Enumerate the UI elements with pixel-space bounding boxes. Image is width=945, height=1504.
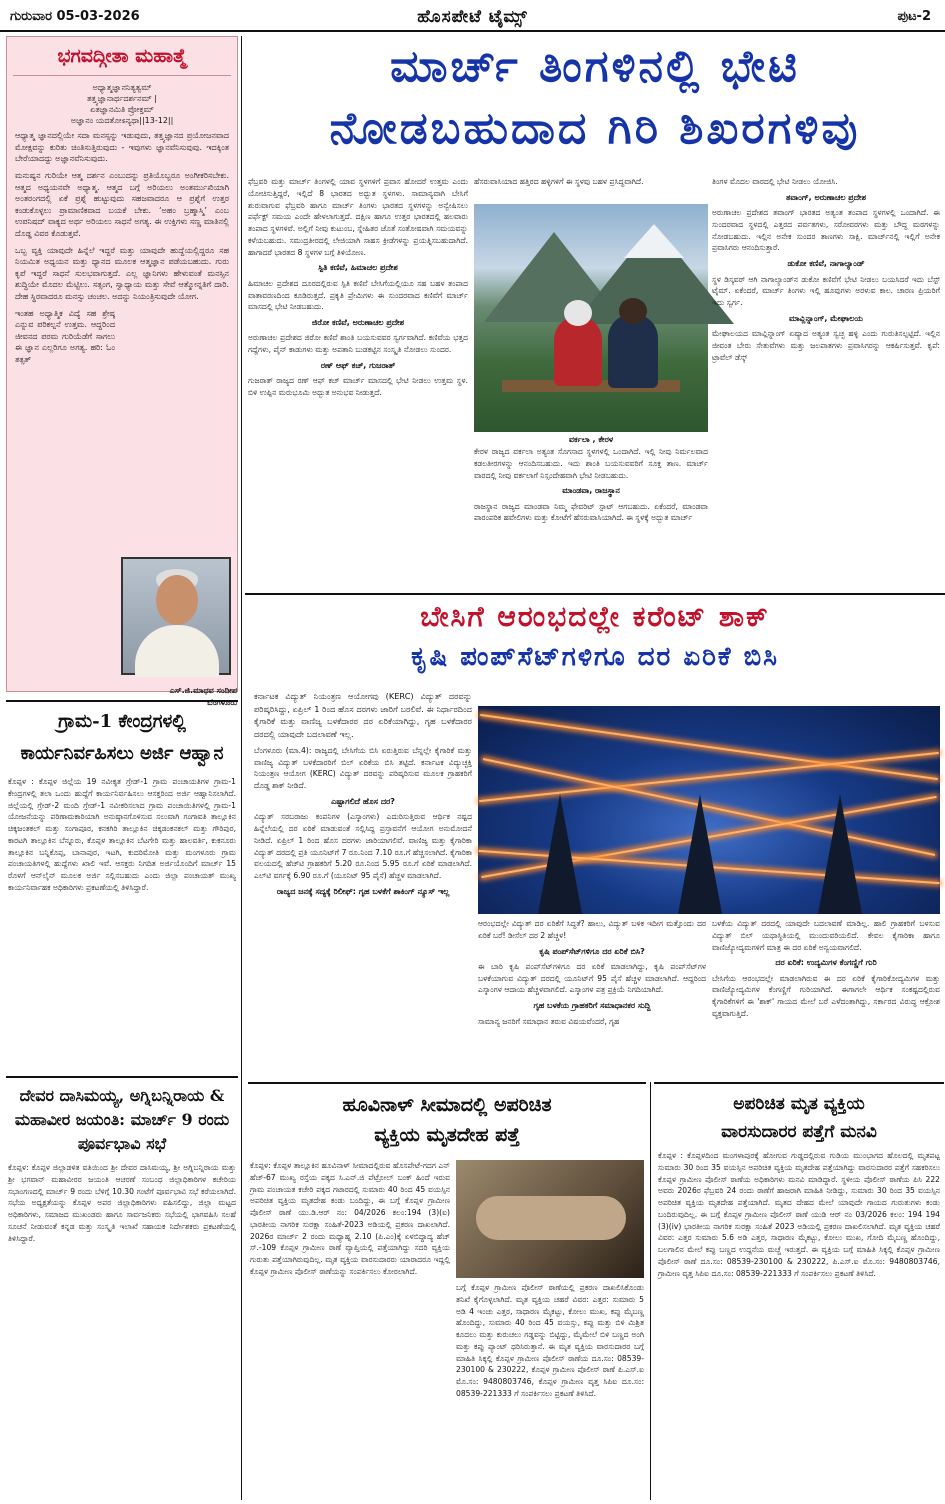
hill-title-line: ಮಾರ್ಚ್ ತಿಂಗಳಿನಲ್ಲಿ ಭೇಟಿ [390,41,800,92]
column-divider [241,36,242,1500]
power-paragraph: ಬಳಕೆಯ ವಿದ್ಯುತ್ ದರದಲ್ಲಿ ಯಾವುದೇ ಬದಲಾವಣೆ ಮಾಡಿಲ್ಲ. ಹಾಲಿ ಗ್ರಾಹಕರಿಗೆ ಬಳಸುವ ವಿದ್ಯುತ್ ಬಿಲ್ ಯಥಾಸ್ಥಿತಿಯಲ್ಲಿ ಮುಂದುವರಿಯಲಿದೆ. ಕೇವಲ ಕೈಗಾರಿಕಾ ಹಾಗೂ ವಾಣಿಜ್ಯೋದ್ಯಮಗಳಿಗೆ ಮಾತ್ರ ಈ ದರ ಏರಿಕೆ ಅನ್ವಯವಾಗಲಿದೆ. [712,919,940,952]
power-paragraph: ಆರಂಭದಲ್ಲೇ ವಿದ್ಯುತ್ ದರ ಏರಿಕೆಗೆ ಸಿದ್ಧತೆ? ಹಾಲು, ವಿದ್ಯುತ್ ಬಳಿಕ ಇದೀಗ ಮತ್ತೊಂದು ದರ ಏರಿಕೆ ಬರೆ! ಡೀಸೆಲ್ ದರ 2 ಹೆಚ್ಚಳ! [478,919,706,940]
hill-subhead: ರಣ್ ಆಫ್ ಕಚ್, ಗುಜರಾತ್ [320,360,396,370]
power-paragraph: ಈ ಬಾರಿ ಕೃಷಿ ಪಂಪ್‌ಸೆಟ್‌ಗಳಿಗೂ ದರ ಏರಿಕೆ ಮಾಡಲಾಗಿದ್ದು, ಕೃಷಿ ಪಂಪ್‌ಸೆಟ್‌ಗಳ ಬಳಕೆಯಾಗುವ ವಿದ್ಯುತ್ ದರದಲ್ಲಿ ಯೂನಿಟ್‌ಗೆ 95 ಪೈಸೆ ಹೆಚ್ಚಳ ಮಾಡಲಾಗಿದೆ. ಆದ್ದರಿಂದ ಎಸ್ಕಾಂಗಳ ಆದಾಯ ಹೆಚ್ಚಳವಾಗಲಿದೆ. ಎಸ್ಕಾಂಗಳ ಪತ್ರ ಪ್ರಕ್ರಿಯೆ ನಿಗದಿಯಾಗಿದೆ. [478,961,706,995]
hill-paragraph: ರಾಜಸ್ಥಾನ ರಾಜ್ಯದ ಮಾಂಡವಾ ನಿಮ್ಮ ಫೇವರಿಟ್ ಸ್ಪಾಟ್ ಆಗಬಹುದು. ಏಕೆಂದರೆ, ಮಾಂಡವಾ ಪಾರಂಪರಿಕ ಹವೇಲಿಗಳು ಮತ್ತು ಕೋಟೆಗೆ ಹೆಸರುವಾಸಿಯಾಗಿದೆ. ಈ ಸ್ಥಳಕ್ಕೆ ಅದ್ಭುತ ಮಾರ್ಚ್ [474,501,708,523]
hill-paragraph: ತಿಂಗಳ ಮೊದಲ ವಾರದಲ್ಲಿ ಭೇಟಿ ನೀಡಲು ಯೋಜಿಸಿ. [712,177,838,186]
body-found-column-a: ಕೊಪ್ಪಳ: ಕೊಪ್ಪಳ ತಾಲ್ಲೂಕಿನ ಹೂವಿನಾಳ್ ಸೀಮಾದಲ್ಲಿರುವ ಹೊಸಪೇಟೆ-ಗದಗ ಎನ್ ಹೆಚ್-67 ಮುಖ್ಯ ರಸ್ತೆಯ ಪಕ್ಕದ ಸಿ.ಎನ್.ಜಿ ಪೆಟ್ರೋಲ್ ಬಂಕ್ ಹಿಂದೆ ಇರುವ ಗ್ರಾಮ ಪಂಚಾಯತ ಕಚೇರಿ ಪಕ್ಕದ ಗಟಾರದಲ್ಲಿ ಸುಮಾರು 40 ರಿಂದ 45 ವಯಸ್ಸಿನ ಅಪರಿಚಿತ ವ್ಯಕ್ತಿಯ ಮೃತದೇಹ ಕಂಡು ಬಂದಿದ್ದು, ಈ ಬಗ್ಗೆ ಕೊಪ್ಪಳ ಗ್ರಾಮೀಣ ಪೊಲೀಸ್ ಠಾಣೆ ಯು.ಡಿ.ಆರ್ ನಂ: 04/2026 ಕಲಂ:194 (3)(ಐ) ಭಾರತೀಯ ನಾಗರಿಕ ಸುರಕ್ಷಾ ಸಂಹಿತೆ-2023 ಅಡಿಯಲ್ಲಿ ಪ್ರಕರಣ ದಾಖಲಾಗಿದೆ. 2026ರ ಮಾರ್ಚ್ 2 ರಂದು ಮಧ್ಯಾಹ್ನ 2.10 (ಪಿ.ಎಂ)ಕ್ಕೆ ಏಳಬಿದ್ದಾದ್ಯ ಹೆಚ್ ಸ್.-109 ಕೊಪ್ಪಳ ಗ್ರಾಮೀಣ ಠಾಣೆ ವ್ಯಾಪ್ತಿಯಲ್ಲಿ ಪತ್ತೆಯಾಗಿದ್ದು ಸದರಿ ವ್ಯಕ್ತಿಯ ಗುರುತು ಪತ್ತೆಯಾಗಿರುವುದಿಲ್ಲ. ಮೃತ ವ್ಯಕ್ತಿಯ ವಾರಸುದಾರರು ಯಾರಾದರೂ ಇದ್ದಲ್ಲಿ ಕೊಪ್ಪಳ ಗ್ರಾಮೀಣ ಪೊಲೀಸ್ ಠಾಣೆಯನ್ನು ಸಂಪರ್ಕಿಸಲು ಕೋರಲಾಗಿದೆ. [250,1161,450,1276]
gita-title: ಭಗವದ್ಗೀತಾ ಮಹಾತ್ಮೆ [13,37,231,76]
hill-subhead: ತವಾಂಗ್, ಅರುಣಾಚಲ ಪ್ರದೇಶ [786,192,866,202]
gita-body [7,126,237,374]
page-number: ಪುಟ-2 [897,9,931,24]
power-paragraph: ಸಾಮಾನ್ಯ ಜನರಿಗೆ ಸಮಾಧಾನ ತರುವ ವಿಷಯವೆಂದರೆ, ಗೃಹ [478,1016,620,1026]
power-paragraph: ವಿದ್ಯುತ್ ಸರಬರಾಜು ಕಂಪನಿಗಳ (ಎಸ್ಕಾಂಗಳು) ಎದುರಿಸುತ್ತಿರುವ ಆರ್ಥಿಕ ನಷ್ಟದ ಹಿನ್ನೆಲೆಯಲ್ಲಿ ದರ ಏರಿಕೆ ಮಾಡುವಂತೆ ಸಲ್ಲಿಸಿದ್ದ ಪ್ರಸ್ತಾವನೆಗೆ ಆಯೋಗ ಅನುಮೋದನೆ ನೀಡಿದೆ. ಏಪ್ರಿಲ್ 1 ರಿಂದ ಹೊಸ ದರಗಳು ಜಾರಿಯಾಗಲಿವೆ. ವಾಣಿಜ್ಯ ಮತ್ತು ಕೈಗಾರಿಕಾ ವಿದ್ಯುತ್ ದರದಲ್ಲಿ ಪ್ರತಿ ಯೂನಿಟ್‌ಗೆ 7 ರೂ.ನಿಂದ 7.10 ರೂ.ಗೆ ಹೆಚ್ಚಿಸಲಾಗಿದೆ. ಕೈಗಾರಿಕಾ ವಲಯದಲ್ಲಿ ಹೆಚ್‌ಟಿ ಗ್ರಾಹಕರಿಗೆ 5.20 ರೂ.ನಿಂದ 5.95 ರೂ.ಗೆ ಏರಿಕೆ ಮಾಡಲಾಗಿದೆ. ಎಲ್‌ಟಿ ವರ್ಗಕ್ಕೆ 6.90 ರೂ.ಗೆ (ಯೂನಿಟ್ 95 ಪೈಸೆ) ಹೆಚ್ಚಳ ಮಾಡಲಾಗಿದೆ. [254,812,472,881]
power-subhead: ಎಷ್ಟಾಗಲಿದೆ ಹೊಸ ದರ? [331,796,395,806]
appeal-article [654,1082,944,1500]
shloka-line: ಅಜ್ಞಾನಂ ಯದತೋಽನ್ಯಥಾ||13-12|| [70,116,174,126]
grama-title: ಗ್ರಾಮ-1 ಕೇಂದ್ರಗಳಲ್ಲಿ ಕಾರ್ಯನಿರ್ವಹಿಸಲು ಅರ್ಜಿ ಆಹ್ವಾನ [20,711,224,764]
sabhe-body: ಕೊಪ್ಪಳ: ಕೊಪ್ಪಳ ಜಿಲ್ಲಾಡಳಿತ ವತಿಯಿಂದ ಶ್ರೀ ದೇವರ ದಾಸಿಮಯ್ಯ, ಶ್ರೀ ಅಗ್ನಿಬನ್ನಿರಾಯ ಮತ್ತು ಶ್ರೀ ಭಗವಾನ್ ಮಹಾವೀರರ ಜಯಂತಿ ಆಚರಣೆ ಸಂಬಂಧ ಜಿಲ್ಲಾಧಿಕಾರಿಗಳ ಕಚೇರಿಯ ಸಭಾಂಗಣದಲ್ಲಿ ಮಾರ್ಚ್ 9 ರಂದು ಬೆಳಿಗ್ಗೆ 10.30 ಗಂಟೆಗೆ ಪೂರ್ವಭಾವಿ ಸಭೆ ಕರೆಯಲಾಗಿದೆ. ಸಭೆಯ ಅಧ್ಯಕ್ಷತೆಯನ್ನು ಕೊಪ್ಪಳ ಅಪರ ಜಿಲ್ಲಾಧಿಕಾರಿಗಳು ವಹಿಸಲಿದ್ದು, ಜಿಲ್ಲಾ ಮಟ್ಟದ ಅಧಿಕಾರಿಗಳು, ಸಮಾಜದ ಮುಖಂಡರು ಹಾಗೂ ಸಾರ್ವಜನಿಕರು ಸಭೆಯಲ್ಲಿ ಭಾಗವಹಿಸಿ ಸಲಹೆ ಸೂಚನೆ ನೀಡುವಂತೆ ಕನ್ನಡ ಮತ್ತು ಸಂಸ್ಕೃತಿ ಇಲಾಖೆ ಸಹಾಯಕ ನಿರ್ದೇಶಕರು ಪ್ರಕಟಣೆಯಲ್ಲಿ ತಿಳಿಸಿದ್ದಾರೆ. [8,1163,236,1243]
hill-paragraph: ಗುಜರಾತ್ ರಾಜ್ಯದ ರಣ್ ಆಫ್ ಕಚ್ ಮಾರ್ಚ್ ಮಾಸದಲ್ಲಿ ಭೇಟಿ ನೀಡಲು ಉತ್ತಮ ಸ್ಥಳ. ಬಿಳಿ ಉಪ್ಪಿನ ಮರುಭೂಮಿ ಅದ್ಭುತ ಅನುಭವ ನೀಡುತ್ತದೆ. [248,376,468,398]
power-column-2 [478,918,706,1078]
appeal-title-line: ಅಪರಿಚಿತ ಮೃತ ವ್ಯಕ್ತಿಯ [733,1094,865,1114]
hill-headline [245,36,945,166]
power-title-line: ಕೃಷಿ ಪಂಪ್‌ಸೆಟ್‌ಗಳಿಗೂ ದರ ಏರಿಕೆ ಬಿಸಿ [411,642,779,672]
power-title-line: ಬೇಸಿಗೆ ಆರಂಭದಲ್ಲೇ ಕರೆಂಟ್ ಶಾಕ್ [420,600,770,633]
hill-subhead: ಸ್ಪಿತಿ ಕಣಿವೆ, ಹಿಮಾಚಲ ಪ್ರದೇಶ [318,263,398,273]
hill-paragraph: ಕೇರಳ ರಾಜ್ಯದ ವರ್ಕಲಾ ಅತ್ಯಂತ ಸೊಗಸಾದ ಸ್ಥಳಗಳಲ್ಲಿ ಒಂದಾಗಿದೆ. ಇಲ್ಲಿ ನೀವು ನಿರ್ಮಲವಾದ ಕಡಲತೀರಗಳನ್ನು ಆನಂದಿಸಬಹುದು. ಇದು ಶಾಂತಿ ಬಯಸುವವರಿಗೆ ಸೂಕ್ತ ತಾಣ. ಮಾರ್ಚ್ ವಾರದಲ್ಲಿ ನೀವು ವರ್ಕಲಾಗೆ ನಿಸ್ಸಂದೇಹವಾಗಿ ಭೇಟಿ ನೀಡಬಹುದು. [474,447,708,480]
sabhe-title: ದೇವರ ದಾಸಿಮಯ್ಯ, ಅಗ್ನಿಬನ್ನಿರಾಯ & ಮಹಾವೀರ ಜಯಂತಿ: ಮಾರ್ಚ್ 9 ರಂದು ಪೂರ್ವಭಾವಿ ಸಭೆ [14,1086,230,1153]
photo-caption: ವರ್ಕಲಾ , ಕೇರಳ [568,435,614,444]
author-photo [121,557,231,675]
gita-paragraph: ಆಧ್ಯಾತ್ಮ ಜ್ಞಾನದಲ್ಲಿಯೇ ಸದಾ ಮನಸ್ಸನ್ನು ಇಡುವುದು, ತತ್ತ್ವಜ್ಞಾನದ ಪ್ರಯೋಜನವಾದ ಮೋಕ್ಷವನ್ನು ಕುರಿತು ಚಿಂತಿಸುತ್ತಿರುವುದು - ಇವುಗಳು ಜ್ಞಾನವೆನಿಸುವುವು. ಇದಕ್ಕಿಂತ ಬೇರೆಯಾದದ್ದು ಅಜ್ಞಾನವೆನಿಸುವುದು. [15,131,229,164]
hill-title-line: ನೋಡಬಹುದಾದ ಗಿರಿ ಶಿಖರಗಳಿವು [329,103,861,154]
mountain-photo [474,204,708,432]
appeal-body: ಕೊಪ್ಪಳ : ಕೊಪ್ಪಳದಿಂದ ಮಂಗಳಾಪುರಕ್ಕೆ ಹೋಗುವ ಗುಡ್ಡದಲ್ಲಿರುವ ಗುಡಿಯ ಮುಂಭಾಗದ ಹೊಲದಲ್ಲಿ ಮೃತಪಟ್ಟ ಸುಮಾರು 30 ರಿಂದ 35 ವಯಸ್ಸಿನ ಅಪರಿಚಿತ ವ್ಯಕ್ತಿಯ ಮೃತದೇಹ ಪತ್ತೆಯಾಗಿದ್ದು ವಾರಸುದಾರರ ಪತ್ತೆಗೆ ಸಹಕರಿಸಲು ಕೊಪ್ಪಳ ಗ್ರಾಮೀಣ ಪೊಲೀಸ್ ಠಾಣೆಯ ಅಧಿಕಾರಿಗಳು ಮನವಿ ಮಾಡಿದ್ದಾರೆ. ಸ್ಥಳೀಯ ಪೊಲೀಸ್ ಠಾಣೆಯ ಪಿಸಿ 222 ಅವರು 2026ರ ಫೆಬ್ರವರಿ 24 ರಂದು ಠಾಣೆಗೆ ಹಾಜರಾಗಿ ಮಾಹಿತಿ ನೀಡಿದ್ದು, ಸುಮಾರು 30 ರಿಂದ 35 ವಯಸ್ಸಿನ ಅಪರಿಚಿತ ವ್ಯಕ್ತಿಯ ಮೃತದೇಹ ಪತ್ತೆಯಾಗಿದೆ. ಮೃತದ ದೇಹದ ಮೇಲೆ ಯಾವುದೇ ಗಾಯದ ಗುರುತುಗಳು ಕಂಡು ಬಂದಿರುವುದಿಲ್ಲ. ಈ ಬಗ್ಗೆ ಕೊಪ್ಪಳ ಗ್ರಾಮೀಣ ಪೊಲೀಸ್ ಠಾಣೆ ಯುಡಿ ಆರ್ ನಂ 03/2026 ಕಲಂ: 194 194 (3)(iv) ಭಾರತೀಯ ನಾಗರಿಕ ಸುರಕ್ಷಾ ಸಂಹಿತೆ 2023 ಅಡಿಯಲ್ಲಿ ಪ್ರಕರಣ ದಾಖಲಿಸಲಾಗಿದೆ. ಮೃತ ವ್ಯಕ್ತಿಯ ಚಹರೆ ವಿವರ: ಎತ್ತರ ಸುಮಾರು 5.6 ಅಡಿ ಎತ್ತರ, ಸಾಧಾರಣ ಮೈಕಟ್ಟು, ಕೋಲು ಮುಖ, ಗೋದಿ ಮೈಬಣ್ಣ ಹೊಂದಿದ್ದು, ಬಲಗಾಲಿನ ಮೇಲೆ ಕಪ್ಪು ಬಣ್ಣದ ಉದ್ದನೆಯ ಮಚ್ಚೆ ಇರುತ್ತದೆ. ಈ ವ್ಯಕ್ತಿಯ ಬಗ್ಗೆ ಮಾಹಿತಿ ಸಿಕ್ಕಲ್ಲಿ ಕೊಪ್ಪಳ ಗ್ರಾಮೀಣ ಪೊಲೀಸ್ ಠಾಣೆ ದೂ.ಸಂ: 08539-230100 & 230222, ಪಿ.ಎಸ್.ಐ ಮೊ.ಸಂ: 9480803746, ಗ್ರಾಮೀಣ ವೃತ್ತ ಸಿಪಿಐ ದೂ.ಸಂ: 08539-221333 ಗೆ ಸಂಪರ್ಕಿಸಲು ಪ್ರಕಟಣೆ ತಿಳಿಸಿದೆ. [658,1151,940,1278]
author-name: ಎಸ್.ಜಿ.ಮಾಧವ ಸಂದೀಪ [169,686,237,695]
column-divider [650,1082,651,1500]
issue-date: ಗುರುವಾರ 05-03-2026 [10,9,140,24]
grama-body: ಕೊಪ್ಪಳ : ಕೊಪ್ಪಳ ಜಿಲ್ಲೆಯ 19 ನವೀಕೃತ ಗ್ರೇಡ್-1 ಗ್ರಾಮ ಪಂಚಾಯತಿಗಳ ಗ್ರಾಮ-1 ಕೇಂದ್ರಗಳಲ್ಲಿ ತಲಾ ಒಂದು ಹುದ್ದೆಗೆ ಕಾರ್ಯನಿರ್ವಹಿಸಲು ಆಸಕ್ತರಿಂದ ಅರ್ಜಿ ಆಹ್ವಾನಿಸಲಾಗಿದೆ. ಜಿಲ್ಲೆಯಲ್ಲಿ ಗ್ರೇಡ್-2 ಮಂದಿ ಗ್ರೇಡ್-1 ನವೀಕರಿಸಲಾದ ಗ್ರಾಮ ಪಂಚಾಯಿತಿಗಳಲ್ಲಿ ಗ್ರಾಮ-1 ಯೋಜನೆಯನ್ನು ಪರಿಣಾಮಕಾರಿಯಾಗಿ ಅನುಷ್ಠಾನಗೊಳಿಸುವ ಸಲುವಾಗಿ ಗಂಗಾವತಿ ತಾಲ್ಲೂಕಿನ ಚಿಕ್ಕಜಂತಕಲ್ ಮತ್ತು ಸಂಗಾಪೂರ, ಕನಕಗಿರಿ ತಾಲ್ಲೂಕಿನ ಚಿಕ್ಕಡಂಕನಕಲ್ ಮತ್ತು ಗೌರಿಪುರ, ಕಾರಟಗಿ ತಾಲ್ಲೂಕಿನ ಬೆನ್ನೂರು, ಕೊಪ್ಪಳ ತಾಲ್ಲೂಕಿನ ಬೆಟಗೇರಿ ಮತ್ತು ಹಾಲವರ್ತಿ, ಕುಕನೂರು ತಾಲ್ಲೂಕಿನ ಬನ್ನಿಕೊಪ್ಪ, ಬಾನಾಪುರ, ಇಟಗಿ, ಕುದರಿಮೋತಿ ಮತ್ತು ಮಂಗಳೂರು ಗ್ರಾಮ ಪಂಚಾಯತಿಗಳಲ್ಲಿ ಹುದ್ದೆಗಳು ಖಾಲಿ ಇವೆ. ಆಸಕ್ತರು ನಿಗದಿತ ಅರ್ಜಿಯೊಂದಿಗೆ ಮಾರ್ಚ್ 15 ರೊಳಗೆ ಆನ್‌ಲೈನ್ ಮೂಲಕ ಅರ್ಜಿ ಸಲ್ಲಿಸಬಹುದು ಎಂದು ಜಿಲ್ಲಾ ಪಂಚಾಯತ್ ಮುಖ್ಯ ಕಾರ್ಯನಿರ್ವಾಹಕ ಅಧಿಕಾರಿಗಳು ಪ್ರಕಟಣೆಯಲ್ಲಿ ತಿಳಿಸಿದ್ದಾರೆ. [8,777,236,892]
power-paragraph: ಬೇಸಿಗೆಯ ಆರಂಭದಲ್ಲೇ ಮಾಡಲಾಗಿರುವ ಈ ದರ ಏರಿಕೆ ಕೈಗಾರಿಕೋದ್ಯಮಿಗಳ ಮತ್ತು ವಾಣಿಜ್ಯೋದ್ಯಮಿಗಳ ಕೆಂಗಣ್ಣಿಗೆ ಗುರಿಯಾಗಿದೆ. ಈಗಾಗಲೇ ಆರ್ಥಿಕ ಸಂಕಷ್ಟದಲ್ಲಿರುವ ಕೈಗಾರಿಕೆಗಳಿಗೆ ಈ 'ಶಾಕ್' ಗಾಯದ ಮೇಲೆ ಬರೆ ಎಳೆದಂತಾಗಿದ್ದು, ಸರ್ಕಾರದ ವಿರುದ್ಧ ಆಕ್ರೋಶ ವ್ಯಕ್ತವಾಗುತ್ತಿದೆ. [712,973,940,1018]
hill-subhead: ಡುಕೋ ಕಣಿವೆ, ನಾಗಾಲ್ಯಾಂಡ್ [787,259,865,269]
power-paragraph: ಬೆಂಗಳೂರು (ಮಾ.4): ರಾಜ್ಯದಲ್ಲಿ ಬೇಸಿಗೆಯ ಬಿಸಿ ಏರುತ್ತಿರುವ ಬೆನ್ನಲ್ಲೇ ಕೈಗಾರಿಕೆ ಮತ್ತು ವಾಣಿಜ್ಯ ವಿದ್ಯುತ್ ಬಳಕೆದಾರರಿಗೆ ಬಿಲ್ ಏರಿಕೆಯ ಬಿಸಿ ತಟ್ಟಿದೆ. ಕರ್ನಾಟಕ ವಿದ್ಯುಚ್ಛಕ್ತಿ ನಿಯಂತ್ರಣ ಆಯೋಗ (KERC) ವಿದ್ಯುತ್ ದರವನ್ನು ಪರಿಷ್ಕರಿಸುವ ಮೂಲಕ ಗ್ರಾಹಕರಿಗೆ ದೊಡ್ಡ ಶಾಕ್ ನೀಡಿದೆ. [254,745,472,791]
hill-paragraph: ಫೆಬ್ರವರಿ ಮತ್ತು ಮಾರ್ಚ್ ತಿಂಗಳಲ್ಲಿ ಯಾವ ಸ್ಥಳಗಳಿಗೆ ಪ್ರವಾಸ ಹೋದರೆ ಉತ್ತಮ ಎಂದು ಯೋಚಿಸುತ್ತಿದ್ದರೆ, ಇಲ್ಲಿದೆ 8 ಭಾರತದ ಅಧ್ಭುತ ಸ್ಥಳಗಳು. ಸಾಮಾನ್ಯವಾಗಿ ಬೇಸಿಗೆ ಶುರುವಾಗುವ ಫೆಬ್ರವರಿ ಹಾಗೂ ಮಾರ್ಚ್ ತಿಂಗಳು ಭಾರತದ ಸ್ಥಳಗಳನ್ನು ಅನ್ವೇಷಿಸಲು ಪರ್ಫೆಕ್ಟ್ ಸಮಯ ಎಂದೇ ಹೇಳಲಾಗುತ್ತದೆ. ದಕ್ಷಿಣ ಹಾಗೂ ಉತ್ತರ ಭಾರತದಲ್ಲಿ ಹಲವಾರು ತಂಪಾದ ಸ್ಥಳಗಳಿವೆ. ಅಲ್ಲಿಗೆ ನೀವು ಕುಟುಂಬ, ಸ್ನೇಹಿತರ ಜೊತೆ ಸಂತೋಷವಾಗಿ ಸಮಯವನ್ನು ಕಳೆಯಬಹುದು. ಸಮುದ್ರತೀರದಲ್ಲಿ ಲೇಜಿಯಾಗಿ ಸಾಹಸ ಕ್ರೀಡೆಗಳನ್ನು ಪ್ರಯತ್ನಿಸಬಹುದಾಗಿದೆ. ಹಾಗಾದರೆ ಭಾರತದ 8 ಸ್ಥಳಗಳ ಬಗ್ಗೆ ತಿಳಿಯೋಣ. [248,177,468,257]
shloka-line: ತತ್ತ್ವಜ್ಞಾನಾರ್ಥದರ್ಶನಮ್ | [87,93,157,103]
body-found-title-line: ಹೂವಿನಾಳ್ ಸೀಮಾದಲ್ಲಿ ಅಪರಿಚಿತ [342,1094,552,1116]
gita-shloka [7,82,237,127]
hill-paragraph: ಹಿಮಾಚಲ ಪ್ರದೇಶದ ದೂರದಲ್ಲಿರುವ ಸ್ಪಿತಿ ಕಣಿವೆ ಬೇಸಿಗೆಯಲ್ಲಿಯೂ ಸಹ ಬಹಳ ತಂಪಾದ ವಾತಾವರಣದಿಂದ ಕೂಡಿರುತ್ತದೆ. ಪ್ರಕೃತಿ ಪ್ರೇಮಿಗಳು ಈ ಸುಂದರವಾದ ಕಣಿವೆಗೆ ಮಾರ್ಚ್ ಮಾಸದಲ್ಲಿ ಭೇಟಿ ನೀಡಬಹುದು. [248,278,468,312]
appeal-title-line: ವಾರಸುದಾರರ ಪತ್ತೆಗೆ ಮನವಿ [721,1122,877,1142]
power-column-1 [254,690,472,1078]
body-found-title [248,1084,646,1150]
power-subhead: ದರ ಏರಿಕೆ: ಉದ್ಯಮಿಗಳ ಕೆಂಗಣ್ಣಿಗೆ ಗುರಿ [775,958,877,968]
power-headline [245,593,945,683]
gita-paragraph: ಇಂತಹ ಅಧ್ಯಾತ್ಮಿಕ ವಿದ್ಯೆ ಸಹ ಶ್ರೇಷ್ಠ ಎನ್ನುವ ಪರಿಕಲ್ಪನೆ ಉತ್ತಮ. ಆದ್ದರಿಂದ ಜೀವನದ ಪರಮ ಗುರಿಯೆಡೆಗೆ ಸಾಗಲು ಈ ಜ್ಞಾನ ಎಲ್ಲರಿಗೂ ಅಗತ್ಯ. ಹರಿ: ಓಂ ತತ್ಸತ್ [15,308,115,364]
hill-column-3 [712,176,940,588]
gita-paragraph: ಮನುಷ್ಯನ ಗುರಿಯೇ ಆತ್ಮ ದರ್ಶನ ಎಂಬುದನ್ನು ಪ್ರತಿಯೊಬ್ಬರೂ ಅಂಗೀಕರಿಸಬೇಕು. ಆತ್ಮದ ಅಧ್ಯಯನವೇ ಅಧ್ಯಾತ್ಮ. ಆತ್ಮದ ಬಗ್ಗೆ ಅರಿಯಲು ಅಂತರ್ಮುಖಿಯಾಗಿ ಅಂತರಂಗದಲ್ಲಿ ಏಕೆ ಪ್ರಶ್ನೆ ಹುಟ್ಟುವುದು ಸಹಜವಾದರೂ ಆ ಪ್ರಶ್ನೆಗೆ ಉತ್ತರ ಕಂಡುಕೊಳ್ಳಲು ಪ್ರಾಮಾಣಿಕವಾದ ಬಯಕೆ ಬೇಕು. ‘ಅಹಂ ಬ್ರಹ್ಮಾಸ್ಮಿ’ ಎಂಬ ಉಪನಿಷದ್ ವಾಕ್ಯದ ಅರ್ಥ ಅರಿಯಲು ಸಾಧನೆ ಅಗತ್ಯ. ಈ ಉಕ್ತಿಗಳು ಸಣ್ಣ ಮಾತಿನಲ್ಲಿ ದೊಡ್ಡ ವಿವರ ಕೊಡುತ್ತವೆ. [15,171,229,239]
power-subhead: ಗೃಹ ಬಳಕೆಯ ಗ್ರಾಹಕರಿಗೆ ಸಮಾಧಾನಕರ ಸುದ್ದಿ [533,1001,651,1011]
hill-paragraph: ಸ್ಥಳ ಡಿಸ್ಕವರ್ ಆಗಿ ನಾಗಾಲ್ಯಾಂಡ್‌ನ ಡುಕೋ ಕಣಿವೆಗೆ ಭೇಟಿ ನೀಡಲು ಬಯಸಿದರೆ ಇದು ಬೆಸ್ಟ್ ಟೈಮ್. ಏಕೆಂದರೆ, ಮಾರ್ಚ್ ತಿಂಗಳು ಇಲ್ಲಿ ಹೂವುಗಳು ಅರಳುವ ಕಾಲ. ಚಾರಣ ಪ್ರಿಯರಿಗೆ ಇದು ಸ್ವರ್ಗ. [712,274,940,308]
hill-column-1 [248,176,468,588]
appeal-title [654,1084,944,1146]
power-lines-photo [478,706,940,914]
newspaper-title: ಹೊಸಪೇಟೆ ಟೈಮ್ಸ್ [417,7,528,27]
power-lead: ಕರ್ನಾಟಕ ವಿದ್ಯುತ್ ನಿಯಂತ್ರಣ ಆಯೋಗವು (KERC) ವಿದ್ಯುತ್ ದರವನ್ನು ಪರಿಷ್ಕರಿಸಿದ್ದು, ಏಪ್ರಿಲ್ 1 ರಿಂದ ಹೊಸ ದರಗಳು ಜಾರಿಗೆ ಬರಲಿವೆ. ಈ ನಿರ್ಧಾರದಿಂದ ಕೈಗಾರಿಕೆ ಮತ್ತು ವಾಣಿಜ್ಯ ಬಳಕೆದಾರರ ದರ ಏರಿಕೆಯಾಗಿದ್ದು, ಗೃಹ ಬಳಕೆದಾರರ ದರದಲ್ಲಿ ಯಾವುದೇ ಬದಲಾವಣೆ ಇಲ್ಲ. [254,691,472,740]
power-subhead: ಕೃಷಿ ಪಂಪ್‌ಸೆಟ್‌ಗಳಿಗೂ ದರ ಏರಿಕೆ ಬಿಸಿ? [539,946,645,956]
shloka-line: ಅಧ್ಯಾತ್ಮಜ್ಞಾನನಿತ್ಯತ್ವಮ್ [92,82,152,92]
dead-body-photo [456,1160,644,1278]
gita-paragraph: ಒಬ್ಬ ವ್ಯಕ್ತಿ ಯಾವುದೇ ಹಿನ್ನೆಲೆ ಇದ್ದರೆ ಮತ್ತು ಯಾವುದೇ ಹುದ್ದೆಯಲ್ಲಿದ್ದರೂ ಸಹ ನಿಯಮಿತ ಅಧ್ಯಯನ ಮತ್ತು ಧ್ಯಾನದ ಮೂಲಕ ಆತ್ಮಜ್ಞಾನ ಪಡೆಯಬಹುದು. ಗುರು ಕೃಪೆ ಇದ್ದರೆ ಸಾಧನೆ ಸುಲಭವಾಗುತ್ತದೆ. ಎಲ್ಲ ಜ್ಞಾನಿಗಳು ಹೇಳುವಂತೆ ಮನಸ್ಸಿನ ಶುದ್ಧಿಯೇ ಮೊದಲ ಮೆಟ್ಟಿಲು. ಸತ್ಸಂಗ, ಸ್ವಾಧ್ಯಾಯ ಮತ್ತು ಸೇವೆ ಆತ್ಮೋನ್ನತಿಗೆ ದಾರಿ. ದೇಹ ಸ್ಥಿರವಾದರೂ ಮನಸ್ಸು ಚಂಚಲ. ಅದನ್ನು ನಿಯಂತ್ರಿಸುವುದೇ ಯೋಗ. [15,245,229,302]
hill-subhead: ಮಾವ್ಲಿನ್ನಾಂಗ್, ಮೇಘಾಲಯ [789,313,863,323]
hill-subhead: ಮಾಂಡವಾ, ರಾಜಸ್ಥಾನ [562,486,620,496]
gita-column [6,36,238,707]
power-column-3 [712,918,940,1078]
masthead [0,0,945,32]
sabhe-article [6,1076,238,1498]
body-found-column-b: ಬಗ್ಗೆ ಕೊಪ್ಪಳ ಗ್ರಾಮೀಣ ಪೊಲೀಸ್ ಠಾಣೆಯಲ್ಲಿ ಪ್ರಕರಣ ದಾಖಲಿಸಿಕೊಂಡು ತನಿಖೆ ಕೈಗೊಳ್ಳಲಾಗಿದೆ. ಮೃತ ವ್ಯಕ್ತಿಯ ಚಹರೆ ವಿವರ: ಎತ್ತರ: ಸುಮಾರು 5 ಅಡಿ 4 ಇಂಚು ಎತ್ತರ, ಸಾಧಾರಣ ಮೈಕಟ್ಟು, ಕೋಲು ಮುಖ, ಕಪ್ಪು ಮೈಬಣ್ಣ ಹೊಂದಿದ್ದು, ಸುಮಾರು 40 ರಿಂದ 45 ವಯಸ್ಸು, ಕಪ್ಪು ಮತ್ತು ಬಿಳಿ ಮಿಶ್ರಿತ ಕೂದಲು ಮತ್ತು ಕುರುಚಲು ಗಡ್ಡವನ್ನು ಬಿಟ್ಟಿದ್ದು, ಮೈಮೇಲೆ ಬಿಳಿ ಬಣ್ಣದ ಅಂಗಿ ಮತ್ತು ಕಪ್ಪು ಪ್ಯಾಂಟ್ ಧರಿಸಿರುತ್ತಾನೆ. ಈ ಮೃತ ವ್ಯಕ್ತಿಯ ವಾರಸುದಾರರ ಬಗ್ಗೆ ಮಾಹಿತಿ ಸಿಕ್ಕಲ್ಲಿ ಕೊಪ್ಪಳ ಗ್ರಾಮೀಣ ಪೊಲೀಸ್ ಠಾಣೆಯ ದೂ.ಸಂ: 08539-230100 & 230222, ಕೊಪ್ಪಳ ಗ್ರಾಮೀಣ ಪೊಲೀಸ್ ಠಾಣೆ ಪಿ.ಎಸ್.ಐ ಮೊ.ಸಂ: 9480803746, ಕೊಪ್ಪಳ ಗ್ರಾಮೀಣ ವೃತ್ತ ಸಿಪಿಐ ದೂ.ಸಂ: 08539-221333 ಗೆ ಸಂಪರ್ಕಿಸಲು ಪ್ರಕಟಣೆ ತಿಳಿಸಿದೆ. [456,1283,644,1398]
hill-paragraph: ಅರುಣಾಚಲ ಪ್ರದೇಶದ ತವಾಂಗ್ ಭಾರತದ ಅತ್ಯಂತ ತಂಪಾದ ಸ್ಥಳಗಳಲ್ಲಿ ಒಂದಾಗಿದೆ. ಈ ಸುಂದರವಾದ ಸ್ಥಳದಲ್ಲಿ ಎತ್ತರದ ಪರ್ವತಗಳು, ಸರೋವರಗಳು ಮತ್ತು ಬೌದ್ಧ ಮಠಗಳನ್ನು ನೋಡಬಹುದು. ಇಲ್ಲಿನ ಅನೇಕ ಸುಂದರ ತಾಣಗಳು ಸಾಕ್ಷಿ. ಮಾರ್ಚ್‌ನಲ್ಲಿ ಇಲ್ಲಿಗೆ ಅನೇಕ ಪ್ರವಾಸಿಗರು ಆನಂದಿಸುತ್ತಾರೆ. [712,208,940,253]
shloka-line: ಏತಜ್ಞಾನಮಿತಿ ಪ್ರೋಕ್ತಮ್ [90,104,154,114]
hill-paragraph: ಮೇಘಾಲಯದ ಮಾವ್ಲಿನ್ನಾಂಗ್ ಏಷ್ಯಾದ ಅತ್ಯಂತ ಸ್ವಚ್ಛ ಹಳ್ಳಿ ಎಂದು ಗುರುತಿಸಲ್ಪಟ್ಟಿದೆ. ಇಲ್ಲಿನ ಜೀವಂತ ಬೇರು ಸೇತುವೆಗಳು ಮತ್ತು ಜಲಪಾತಗಳು ಪ್ರವಾಸಿಗರನ್ನು ಆಕರ್ಷಿಸುತ್ತವೆ. ಕೃಪೆ: ಟ್ರಾವೆಲ್ ಡೆಸ್ಕ್ [712,329,940,362]
author-place: ಬೆಂಗಳೂರು [207,697,237,707]
grama-article [6,700,238,936]
hill-subhead: ಜಿರೋ ಕಣಿವೆ, ಅರುಣಾಚಲ ಪ್ರದೇಶ [311,318,405,328]
hill-column-2-top: ಹೆಸರುವಾಸಿಯಾದ ಹತ್ತಿರದ ಹಳ್ಳಿಗಳಿಗೆ ಈ ಸ್ಥಳವು ಬಹಳ ಪ್ರಸಿದ್ಧವಾಗಿದೆ. [474,177,644,186]
hill-column-2 [474,446,708,588]
power-subhead: ರಾಜ್ಯದ ಜನಕ್ಕೆ ಸದ್ಯಕ್ಕೆ ರಿಲೀಫ್: ಗೃಹ ಬಳಕೆಗೆ ಶಾಕಿಂಗ್ ನ್ಯೂಸ್ ಇಲ್ಲ [276,886,450,896]
hill-paragraph: ಅರುಣಾಚಲ ಪ್ರದೇಶದ ಜಿರೋ ಕಣಿವೆ ಶಾಂತಿ ಬಯಸುವವರ ಸ್ವರ್ಗವಾಗಿದೆ. ಕಣಿವೆಯ ಭತ್ತದ ಗದ್ದೆಗಳು, ಪೈನ್ ಕಾಡುಗಳು ಮತ್ತು ಅಪತಾನಿ ಬುಡಕಟ್ಟಿನ ಸಂಸ್ಕೃತಿ ನೋಡಲು ಸುಂದರ. [248,333,468,355]
body-found-title-line: ವ್ಯಕ್ತಿಯ ಮೃತದೇಹ ಪತ್ತೆ [374,1124,520,1146]
